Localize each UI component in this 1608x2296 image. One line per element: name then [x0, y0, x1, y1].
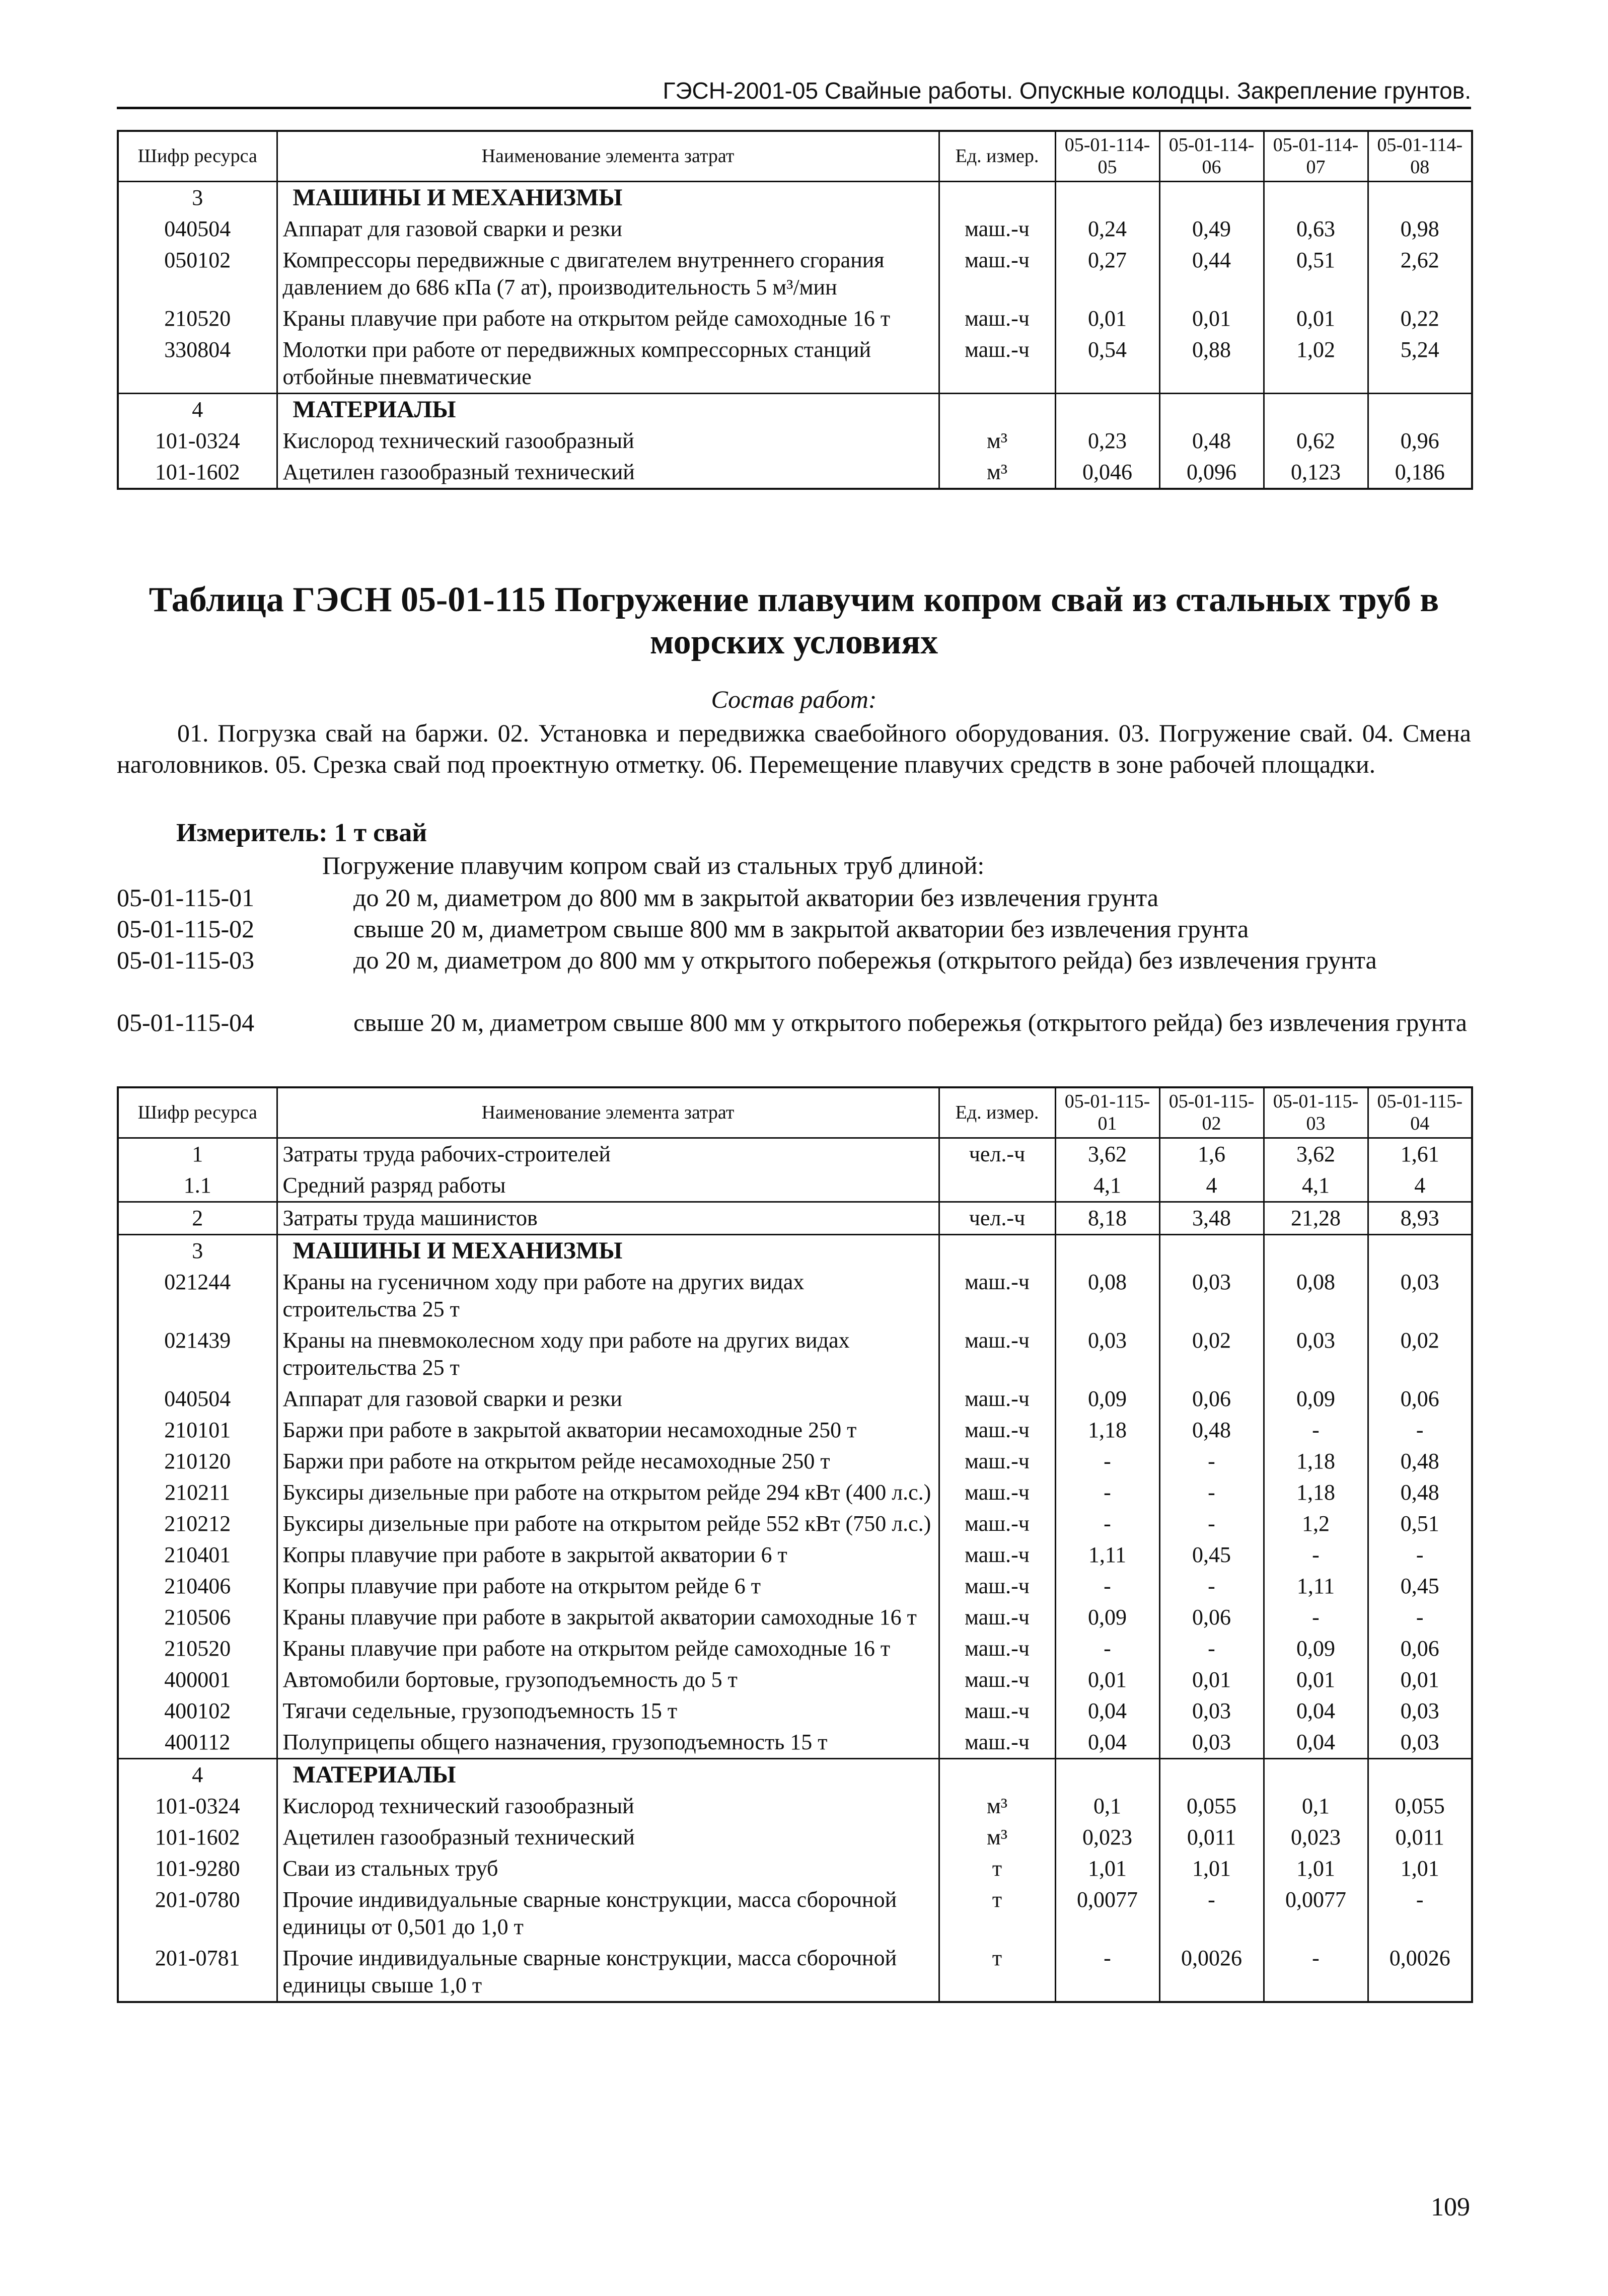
value-cell: -	[1264, 1943, 1368, 2002]
table-row	[118, 1477, 1472, 1508]
cost-element-name: Средний разряд работы	[277, 1170, 939, 1202]
value-cell: 0,023	[1055, 1822, 1159, 1853]
unit-cell	[939, 1758, 1055, 1791]
unit-cell: маш.-ч	[939, 1446, 1055, 1477]
composition-heading: Состав работ:	[711, 685, 877, 713]
value-cell: 1,18	[1264, 1446, 1368, 1477]
value-cell: -	[1159, 1446, 1264, 1477]
variant-intro: Погружение плавучим копром свай из стальных труб длиной:	[322, 851, 985, 879]
table-row	[118, 1853, 1472, 1884]
variant-description: свыше 20 м, диаметром свыше 800 мм у открытого побережья (открытого рейда) без извлечения грунта	[353, 1008, 1467, 1036]
value-cell: 0,51	[1264, 245, 1368, 303]
value-cell: 3,62	[1264, 1138, 1368, 1170]
unit-cell	[939, 1170, 1055, 1202]
header-name: Наименование элемента затрат	[277, 131, 939, 181]
resource-code: 021244	[118, 1267, 277, 1325]
resource-code: 201-0781	[118, 1943, 277, 2002]
header-unit: Ед. измер.	[939, 1087, 1055, 1138]
cost-element-name: Прочие индивидуальные сварные конструкции, масса сборочной единицы от 0,501 до 1,0 т	[277, 1884, 939, 1943]
value-cell: 0,055	[1159, 1791, 1264, 1822]
variant-description: до 20 м, диаметром до 800 мм у открытого побережья (открытого рейда) без извлечения грунта	[353, 946, 1377, 974]
table-row	[118, 1539, 1472, 1571]
header-rule	[117, 107, 1471, 109]
resource-code: 050102	[118, 245, 277, 303]
value-cell: 0,01	[1368, 1664, 1472, 1695]
value-cell: 0,06	[1368, 1383, 1472, 1415]
value-cell: 0,023	[1264, 1822, 1368, 1853]
value-cell	[1264, 1234, 1368, 1267]
table-row	[118, 1884, 1472, 1943]
header-col: 05-01-115-01	[1055, 1087, 1159, 1138]
value-cell: -	[1159, 1633, 1264, 1664]
value-cell	[1055, 1234, 1159, 1267]
value-cell: 0,48	[1368, 1446, 1472, 1477]
value-cell: 2,62	[1368, 245, 1472, 303]
value-cell: 0,02	[1159, 1325, 1264, 1383]
value-cell: 0,046	[1055, 457, 1159, 489]
value-cell: 0,03	[1368, 1727, 1472, 1759]
table-row	[118, 1202, 1472, 1234]
resource-code: 040504	[118, 1383, 277, 1415]
value-cell: -	[1264, 1539, 1368, 1571]
header-code: Шифр ресурса	[118, 131, 277, 181]
value-cell: 0,123	[1264, 457, 1368, 489]
table-row	[118, 425, 1472, 457]
value-cell: 1,01	[1055, 1853, 1159, 1884]
cost-element-name: Тягачи седельные, грузоподъемность 15 т	[277, 1695, 939, 1727]
value-cell: 0,08	[1055, 1267, 1159, 1325]
measurement-unit: Измеритель: 1 т свай	[176, 819, 427, 847]
value-cell: 4,1	[1264, 1170, 1368, 1202]
table-row	[118, 1571, 1472, 1602]
value-cell: 0,01	[1159, 1664, 1264, 1695]
cost-element-name: Краны на пневмоколесном ходу при работе на других видах строительства 25 т	[277, 1325, 939, 1383]
header-unit: Ед. измер.	[939, 131, 1055, 181]
cost-element-name: Ацетилен газообразный технический	[277, 1822, 939, 1853]
header-name: Наименование элемента затрат	[277, 1087, 939, 1138]
value-cell: 0,22	[1368, 303, 1472, 334]
value-cell: 0,06	[1159, 1602, 1264, 1633]
header-col: 05-01-115-04	[1368, 1087, 1472, 1138]
cost-element-name: МАТЕРИАЛЫ	[277, 393, 939, 425]
value-cell: 0,45	[1368, 1571, 1472, 1602]
value-cell: 0,08	[1264, 1267, 1368, 1325]
cost-element-name: Ацетилен газообразный технический	[277, 457, 939, 489]
cost-element-name: Баржи при работе на открытом рейде несамоходные 250 т	[277, 1446, 939, 1477]
variant-code: 05-01-115-02	[117, 915, 255, 943]
value-cell: 4	[1159, 1170, 1264, 1202]
value-cell: 0,49	[1159, 213, 1264, 245]
unit-cell: маш.-ч	[939, 1508, 1055, 1539]
value-cell: -	[1368, 1539, 1472, 1571]
table-header-row	[118, 1087, 1472, 1138]
value-cell: 0,03	[1264, 1325, 1368, 1383]
value-cell: 0,03	[1159, 1695, 1264, 1727]
value-cell	[1368, 1234, 1472, 1267]
value-cell: 0,63	[1264, 213, 1368, 245]
value-cell: 0,09	[1055, 1602, 1159, 1633]
table-row	[118, 334, 1472, 394]
header-col: 05-01-114-05	[1055, 131, 1159, 181]
value-cell: 1,6	[1159, 1138, 1264, 1170]
value-cell: 0,0026	[1368, 1943, 1472, 2002]
value-cell: -	[1055, 1943, 1159, 2002]
unit-cell: т	[939, 1943, 1055, 2002]
table-row	[118, 303, 1472, 334]
header-col: 05-01-115-02	[1159, 1087, 1264, 1138]
header-col: 05-01-114-08	[1368, 131, 1472, 181]
table-row	[118, 1791, 1472, 1822]
unit-cell: маш.-ч	[939, 1602, 1055, 1633]
value-cell: 0,09	[1264, 1633, 1368, 1664]
unit-cell: маш.-ч	[939, 1325, 1055, 1383]
value-cell: 3,62	[1055, 1138, 1159, 1170]
resource-code: 101-9280	[118, 1853, 277, 1884]
value-cell: 0,03	[1159, 1727, 1264, 1759]
unit-cell: маш.-ч	[939, 1383, 1055, 1415]
cost-element-name: Аппарат для газовой сварки и резки	[277, 1383, 939, 1415]
value-cell: 0,04	[1264, 1727, 1368, 1759]
resource-code: 330804	[118, 334, 277, 394]
value-cell	[1055, 393, 1159, 425]
value-cell: 8,93	[1368, 1202, 1472, 1234]
header-col: 05-01-115-03	[1264, 1087, 1368, 1138]
table-row	[118, 245, 1472, 303]
header-col: 05-01-114-06	[1159, 131, 1264, 181]
resource-code: 021439	[118, 1325, 277, 1383]
resource-code: 210406	[118, 1571, 277, 1602]
variant-code: 05-01-115-04	[117, 1008, 255, 1036]
table-row	[118, 1633, 1472, 1664]
value-cell: -	[1264, 1602, 1368, 1633]
value-cell: 0,04	[1055, 1727, 1159, 1759]
table-row	[118, 1943, 1472, 2002]
header-col: 05-01-114-07	[1264, 131, 1368, 181]
unit-cell: маш.-ч	[939, 1415, 1055, 1446]
value-cell: 4	[1368, 1170, 1472, 1202]
resource-code: 201-0780	[118, 1884, 277, 1943]
resource-code: 2	[118, 1202, 277, 1234]
value-cell: 0,01	[1264, 303, 1368, 334]
resource-code: 3	[118, 1234, 277, 1267]
unit-cell: чел.-ч	[939, 1202, 1055, 1234]
cost-element-name: Затраты труда рабочих-строителей	[277, 1138, 939, 1170]
value-cell: 0,011	[1159, 1822, 1264, 1853]
cost-element-name: Полуприцепы общего назначения, грузоподъемность 15 т	[277, 1727, 939, 1759]
value-cell: 0,0026	[1159, 1943, 1264, 2002]
table-row	[118, 1415, 1472, 1446]
resource-code: 101-1602	[118, 457, 277, 489]
value-cell: 0,01	[1159, 303, 1264, 334]
cost-element-name: МАШИНЫ И МЕХАНИЗМЫ	[277, 181, 939, 213]
table-row	[118, 1602, 1472, 1633]
resource-code: 210212	[118, 1508, 277, 1539]
resource-table-114	[117, 130, 1473, 490]
value-cell	[1055, 1758, 1159, 1791]
unit-cell: маш.-ч	[939, 1571, 1055, 1602]
value-cell: 0,98	[1368, 213, 1472, 245]
cost-element-name: Буксиры дизельные при работе на открытом рейде 552 кВт (750 л.с.)	[277, 1508, 939, 1539]
resource-code: 101-0324	[118, 1791, 277, 1822]
value-cell: 0,03	[1159, 1267, 1264, 1325]
resource-code: 4	[118, 393, 277, 425]
resource-table-115	[117, 1086, 1473, 2003]
value-cell	[1368, 181, 1472, 213]
variant-description: до 20 м, диаметром до 800 мм в закрытой акватории без извлечения грунта	[353, 883, 1158, 912]
value-cell: 1,18	[1264, 1477, 1368, 1508]
value-cell: 21,28	[1264, 1202, 1368, 1234]
value-cell: 0,03	[1055, 1325, 1159, 1383]
table-row	[118, 457, 1472, 489]
unit-cell: маш.-ч	[939, 1695, 1055, 1727]
cost-element-name: Затраты труда машинистов	[277, 1202, 939, 1234]
value-cell: 0,48	[1159, 425, 1264, 457]
value-cell: -	[1159, 1477, 1264, 1508]
value-cell: 5,24	[1368, 334, 1472, 394]
table-row	[118, 213, 1472, 245]
unit-cell: маш.-ч	[939, 1477, 1055, 1508]
resource-code: 210520	[118, 303, 277, 334]
value-cell: 0,055	[1368, 1791, 1472, 1822]
value-cell: 0,45	[1159, 1539, 1264, 1571]
section-row	[118, 181, 1472, 213]
section-row	[118, 393, 1472, 425]
value-cell: 0,1	[1055, 1791, 1159, 1822]
value-cell: 0,04	[1055, 1695, 1159, 1727]
value-cell	[1159, 1234, 1264, 1267]
value-cell	[1159, 1758, 1264, 1791]
value-cell: 0,88	[1159, 334, 1264, 394]
table-row	[118, 1508, 1472, 1539]
unit-cell	[939, 393, 1055, 425]
variant-description: свыше 20 м, диаметром свыше 800 мм в закрытой акватории без извлечения грунта	[353, 915, 1249, 943]
value-cell: 1,01	[1264, 1853, 1368, 1884]
value-cell: 1,61	[1368, 1138, 1472, 1170]
unit-cell: т	[939, 1884, 1055, 1943]
value-cell: 0,096	[1159, 457, 1264, 489]
cost-element-name: Автомобили бортовые, грузоподъемность до 5 т	[277, 1664, 939, 1695]
value-cell: 0,186	[1368, 457, 1472, 489]
value-cell: 1,01	[1159, 1853, 1264, 1884]
cost-element-name: Буксиры дизельные при работе на открытом рейде 294 кВт (400 л.с.)	[277, 1477, 939, 1508]
value-cell	[1055, 181, 1159, 213]
value-cell	[1159, 181, 1264, 213]
unit-cell	[939, 181, 1055, 213]
value-cell: 0,96	[1368, 425, 1472, 457]
value-cell: 0,03	[1368, 1267, 1472, 1325]
table-row	[118, 1267, 1472, 1325]
cost-element-name: Краны плавучие при работе в закрытой акватории самоходные 16 т	[277, 1602, 939, 1633]
running-header: ГЭСН-2001-05 Свайные работы. Опускные колодцы. Закрепление грунтов.	[663, 78, 1471, 104]
unit-cell: чел.-ч	[939, 1138, 1055, 1170]
unit-cell: маш.-ч	[939, 1633, 1055, 1664]
cost-element-name: Баржи при работе в закрытой акватории несамоходные 250 т	[277, 1415, 939, 1446]
unit-cell: маш.-ч	[939, 1267, 1055, 1325]
unit-cell: маш.-ч	[939, 213, 1055, 245]
value-cell: 0,27	[1055, 245, 1159, 303]
value-cell: -	[1264, 1415, 1368, 1446]
table-title: Таблица ГЭСН 05-01-115 Погружение плавучим копром свай из стальных труб в морских условиях	[149, 580, 1439, 661]
value-cell: -	[1055, 1508, 1159, 1539]
resource-code: 1	[118, 1138, 277, 1170]
value-cell: 0,02	[1368, 1325, 1472, 1383]
unit-cell	[939, 1234, 1055, 1267]
value-cell: -	[1159, 1508, 1264, 1539]
value-cell: -	[1055, 1571, 1159, 1602]
table-row	[118, 1822, 1472, 1853]
unit-cell: т	[939, 1853, 1055, 1884]
resource-code: 101-1602	[118, 1822, 277, 1853]
value-cell	[1264, 181, 1368, 213]
value-cell: 4,1	[1055, 1170, 1159, 1202]
cost-element-name: Компрессоры передвижные с двигателем внутреннего сгорания давлением до 686 кПа (7 ат), производительность 5 м³/мин	[277, 245, 939, 303]
value-cell: 0,01	[1055, 1664, 1159, 1695]
value-cell: 0,62	[1264, 425, 1368, 457]
value-cell	[1264, 393, 1368, 425]
cost-element-name: Аппарат для газовой сварки и резки	[277, 213, 939, 245]
section-row	[118, 1758, 1472, 1791]
value-cell: -	[1368, 1602, 1472, 1633]
resource-code: 400112	[118, 1727, 277, 1759]
value-cell: 0,06	[1159, 1383, 1264, 1415]
value-cell: 3,48	[1159, 1202, 1264, 1234]
composition-text: 01. Погрузка свай на баржи. 02. Установка и передвижка сваебойного оборудования. 03. Погружение свай. 04. Смена наголовников. 05. Срезка свай под проектную отметку. 06. Перемещение плавучих средств в зоне рабочей площадки.	[117, 719, 1471, 778]
cost-element-name: Прочие индивидуальные сварные конструкции, масса сборочной единицы свыше 1,0 т	[277, 1943, 939, 2002]
value-cell: 1,11	[1055, 1539, 1159, 1571]
value-cell: 8,18	[1055, 1202, 1159, 1234]
table-row	[118, 1170, 1472, 1202]
variant-code: 05-01-115-03	[117, 946, 255, 974]
unit-cell: м³	[939, 457, 1055, 489]
table-row	[118, 1325, 1472, 1383]
value-cell: -	[1159, 1571, 1264, 1602]
cost-element-name: Копры плавучие при работе в закрытой акватории 6 т	[277, 1539, 939, 1571]
table-row	[118, 1446, 1472, 1477]
resource-code: 210101	[118, 1415, 277, 1446]
cost-element-name: Молотки при работе от передвижных компрессорных станций отбойные пневматические	[277, 334, 939, 394]
value-cell: -	[1368, 1415, 1472, 1446]
cost-element-name: Кислород технический газообразный	[277, 1791, 939, 1822]
resource-code: 400001	[118, 1664, 277, 1695]
value-cell: 0,54	[1055, 334, 1159, 394]
cost-element-name: Краны плавучие при работе на открытом рейде самоходные 16 т	[277, 303, 939, 334]
table-row	[118, 1138, 1472, 1170]
table-row	[118, 1664, 1472, 1695]
cost-element-name: МАТЕРИАЛЫ	[277, 1758, 939, 1791]
value-cell	[1264, 1758, 1368, 1791]
cost-element-name: Краны плавучие при работе на открытом рейде самоходные 16 т	[277, 1633, 939, 1664]
page-number: 109	[1431, 2193, 1470, 2221]
unit-cell: маш.-ч	[939, 1727, 1055, 1759]
value-cell: 0,09	[1264, 1383, 1368, 1415]
value-cell: 0,1	[1264, 1791, 1368, 1822]
cost-element-name: Копры плавучие при работе на открытом рейде 6 т	[277, 1571, 939, 1602]
value-cell: 0,09	[1055, 1383, 1159, 1415]
unit-cell: маш.-ч	[939, 303, 1055, 334]
value-cell	[1159, 393, 1264, 425]
table-header-row	[118, 131, 1472, 181]
resource-code: 210211	[118, 1477, 277, 1508]
variant-code: 05-01-115-01	[117, 883, 255, 912]
value-cell: -	[1055, 1446, 1159, 1477]
value-cell: 0,0077	[1055, 1884, 1159, 1943]
value-cell: -	[1368, 1884, 1472, 1943]
value-cell: 0,48	[1159, 1415, 1264, 1446]
value-cell: 0,24	[1055, 213, 1159, 245]
resource-code: 210401	[118, 1539, 277, 1571]
value-cell: -	[1055, 1633, 1159, 1664]
value-cell: 0,23	[1055, 425, 1159, 457]
value-cell: 1,2	[1264, 1508, 1368, 1539]
unit-cell: маш.-ч	[939, 245, 1055, 303]
value-cell: 1,11	[1264, 1571, 1368, 1602]
unit-cell: м³	[939, 1822, 1055, 1853]
table-row	[118, 1383, 1472, 1415]
value-cell: -	[1055, 1477, 1159, 1508]
header-code: Шифр ресурса	[118, 1087, 277, 1138]
cost-element-name: Сваи из стальных труб	[277, 1853, 939, 1884]
value-cell: 0,04	[1264, 1695, 1368, 1727]
unit-cell: м³	[939, 1791, 1055, 1822]
resource-code: 101-0324	[118, 425, 277, 457]
resource-code: 210506	[118, 1602, 277, 1633]
value-cell: 0,01	[1055, 303, 1159, 334]
section-row	[118, 1234, 1472, 1267]
cost-element-name: Краны на гусеничном ходу при работе на других видах строительства 25 т	[277, 1267, 939, 1325]
unit-cell: маш.-ч	[939, 1664, 1055, 1695]
value-cell: 0,01	[1264, 1664, 1368, 1695]
value-cell: 0,06	[1368, 1633, 1472, 1664]
value-cell: 0,51	[1368, 1508, 1472, 1539]
value-cell: 1,02	[1264, 334, 1368, 394]
unit-cell: маш.-ч	[939, 1539, 1055, 1571]
value-cell	[1368, 393, 1472, 425]
resource-code: 3	[118, 181, 277, 213]
cost-element-name: МАШИНЫ И МЕХАНИЗМЫ	[277, 1234, 939, 1267]
value-cell: -	[1159, 1884, 1264, 1943]
table-row	[118, 1695, 1472, 1727]
resource-code: 400102	[118, 1695, 277, 1727]
resource-code: 1.1	[118, 1170, 277, 1202]
value-cell: 0,03	[1368, 1695, 1472, 1727]
resource-code: 4	[118, 1758, 277, 1791]
value-cell: 0,011	[1368, 1822, 1472, 1853]
table-row	[118, 1727, 1472, 1759]
value-cell: 1,18	[1055, 1415, 1159, 1446]
resource-code: 040504	[118, 213, 277, 245]
resource-code: 210520	[118, 1633, 277, 1664]
cost-element-name: Кислород технический газообразный	[277, 425, 939, 457]
value-cell: 0,44	[1159, 245, 1264, 303]
value-cell: 0,0077	[1264, 1884, 1368, 1943]
value-cell: 0,48	[1368, 1477, 1472, 1508]
resource-code: 210120	[118, 1446, 277, 1477]
value-cell: 1,01	[1368, 1853, 1472, 1884]
unit-cell: маш.-ч	[939, 334, 1055, 394]
value-cell	[1368, 1758, 1472, 1791]
unit-cell: м³	[939, 425, 1055, 457]
